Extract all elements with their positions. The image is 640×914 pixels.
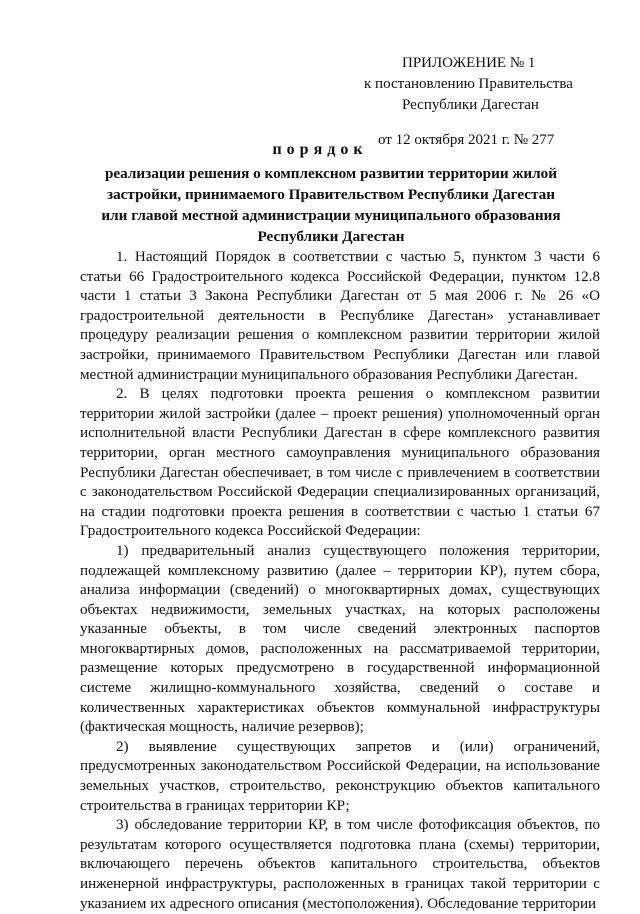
appendix-date: от 12 октября 2021 г. № 277 (378, 132, 555, 148)
appendix-resolution-line: к постановлению Правительства (364, 76, 573, 92)
appendix-label: ПРИЛОЖЕНИЕ № 1 (402, 55, 536, 71)
paragraph-item-1: 1) предварительный анализ существующего положения территории, подлежащей комплексному развитию (далее – территории КР), путем сбора, анализа информации (сведений) о многоквартирных домах, существующих объектах недвижимости, земельных участках, на которых расположены указанные объекты, в том числе сведений электронных паспортов многоквартирных домов, расположенных на рассматриваемой территории, размещение которых предусмотрено в государственной информационной системе жилищно-коммунального хозяйства, сведений о составе и количественных характеристиках объектов коммунальной инфраструктуры (фактическая мощность, наличие резервов); (80, 542, 600, 736)
document-subtitle: реализации решения о комплексном развитии территории жилой застройки, принимаемого Правительством Республики Дагестан или главой местной администрации муниципального образования Республики Дагестан (101, 165, 561, 245)
paragraph-item-2: 2) выявление существующих запретов и (или) ограничений, предусмотренных законодательством Российской Федерации, на использование земельных участков, строительство, реконструкцию объектов капитального строительства в границах территории КР; (80, 738, 600, 814)
paragraph-item-3: 3) обследование территории КР, в том числе фотофиксация объектов, по результатам которого осуществляется подготовка плана (схемы) территории, включающего перечень объектов капитального строительства, объектов инженерной инфраструктуры, расположенных в границах такой территории с указанием их адресного описания (местоположения). Обследование территории (80, 817, 600, 912)
paragraph-1: 1. Настоящий Порядок в соответствии с частью 5, пунктом 3 части 6 статьи 66 Градостроительного кодекса Российской Федерации, пунктом 12.8 части 1 статьи 3 Закона Республики Дагестан от 5 мая 2006 г. № 26 «О градостроительной деятельности в Республике Дагестан» устанавливает процедуру реализации решения о комплексном развитии территории жилой застройки, принимаемого Правительством Республики Дагестан или главой местной администрации муниципального образования Республики Дагестан. (80, 249, 600, 383)
appendix-block (364, 53, 614, 151)
appendix-republic-line: Республики Дагестан (402, 97, 539, 113)
document-body (80, 248, 600, 914)
document-title: порядок (272, 141, 368, 158)
paragraph-2: 2. В целях подготовки проекта решения о комплексном развитии территории жилой застройки (далее – проект решения) уполномоченный орган исполнительной власти Республики Дагестан в сфере комплексного развития территории, орган местного самоуправления муниципального образования Республики Дагестан обеспечивает, в том числе с привлечением в соответствии с законодательством Российской Федерации специализированных организаций, на стадии подготовки проекта решения в соответствии с частью 1 статьи 67 Градостроительного кодекса Российской Федерации: (80, 386, 600, 540)
